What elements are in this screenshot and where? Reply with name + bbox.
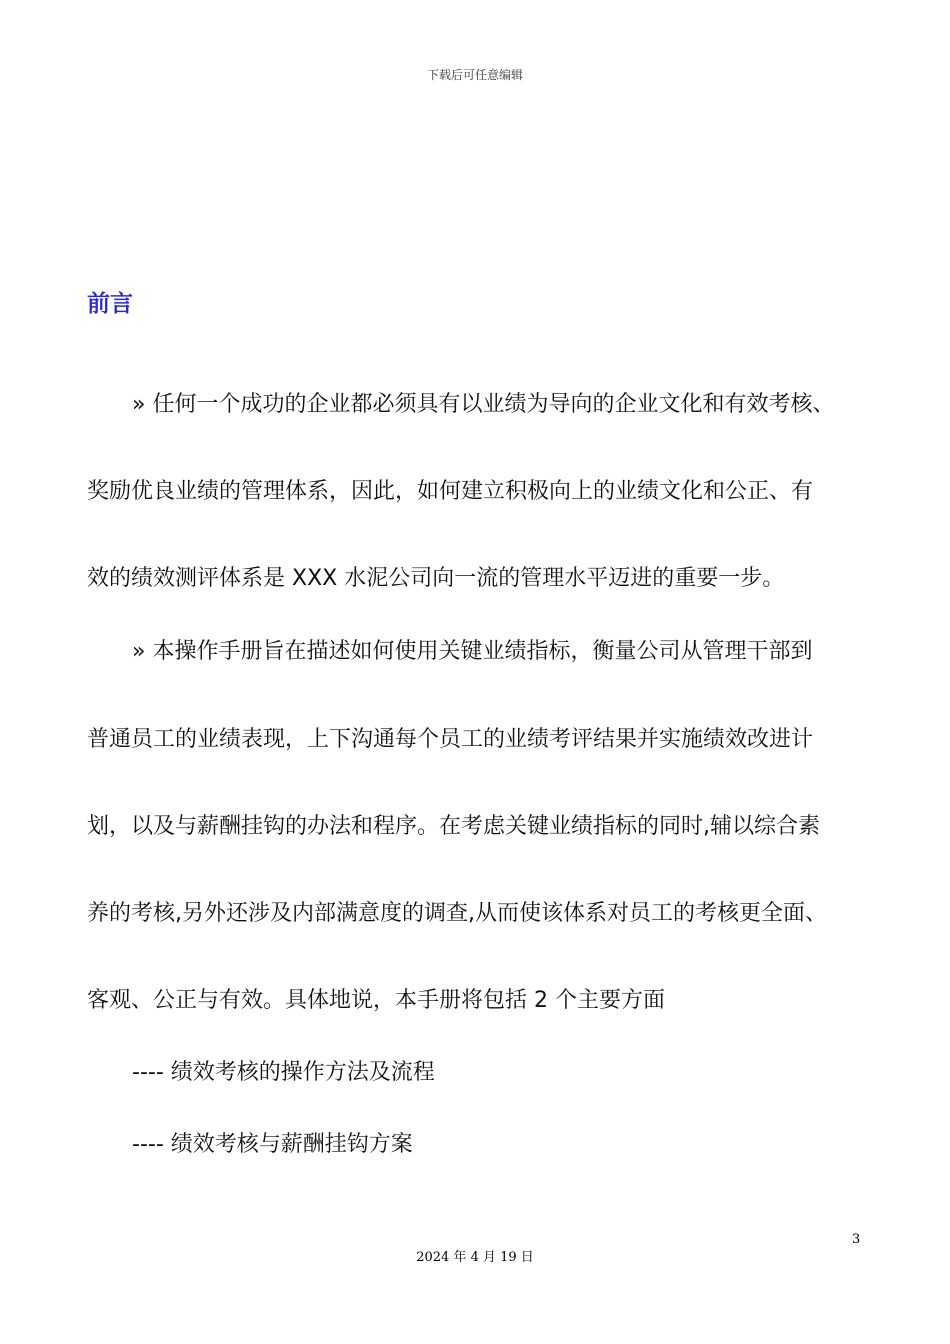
paragraph-line: 效的绩效测评体系是 XXX 水泥公司向一流的管理水平迈进的重要一步。 xyxy=(87,566,785,591)
paragraph-line: 养的考核,另外还涉及内部满意度的调查,从而使该体系对员工的考核更全面、 xyxy=(87,901,827,926)
section-title: 前言 xyxy=(87,291,133,317)
paragraph-line: » 本操作手册旨在描述如何使用关键业绩指标，衡量公司从管理干部到 xyxy=(132,639,813,664)
paragraph-line: 普通员工的业绩表现，上下沟通每个员工的业绩考评结果并实施绩效改进计 xyxy=(87,727,814,752)
footer-date: 2024 年 4 月 19 日 xyxy=(416,1250,534,1265)
list-item: ---- 绩效考核与薪酬挂钩方案 xyxy=(132,1132,413,1157)
paragraph-line: 奖励优良业绩的管理体系，因此，如何建立积极向上的业绩文化和公正、有 xyxy=(87,479,814,504)
header-note: 下载后可任意编辑 xyxy=(426,68,523,82)
list-item: ---- 绩效考核的操作方法及流程 xyxy=(132,1060,435,1085)
paragraph-line: 客观、公正与有效。具体地说，本手册将包括 2 个主要方面 xyxy=(87,988,665,1013)
page-number: 3 xyxy=(852,1232,861,1247)
paragraph-line: » 任何一个成功的企业都必须具有以业绩为导向的企业文化和有效考核、 xyxy=(132,392,835,417)
paragraph-line: 划，以及与薪酬挂钩的办法和程序。在考虑关键业绩指标的同时,辅以综合素 xyxy=(87,814,820,839)
